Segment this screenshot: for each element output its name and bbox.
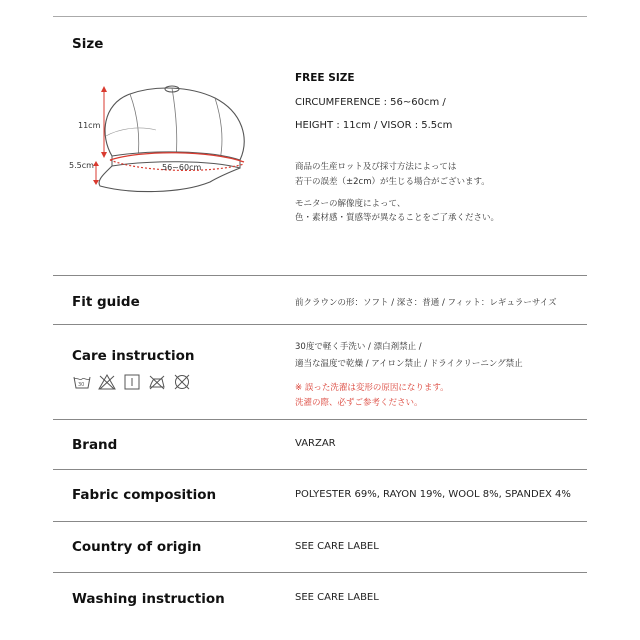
- hand-wash-30-icon: [72, 373, 92, 391]
- size-heading: Size: [72, 36, 104, 52]
- circumference-text: CIRCUMFERENCE : 56~60cm /: [295, 97, 446, 108]
- divider: [53, 469, 587, 470]
- care-heading: Care instruction: [72, 348, 195, 364]
- brand-heading: Brand: [72, 437, 118, 453]
- size-note-1: 商品の生産ロット及び採寸方法によっては: [295, 162, 457, 172]
- washing-value: SEE CARE LABEL: [295, 592, 379, 603]
- washing-heading: Washing instruction: [72, 591, 225, 607]
- care-icons: [72, 373, 192, 391]
- fit-guide-value: 前クラウンの形：ソフト / 深さ：普通 / フィット：レギュラーサイズ: [295, 298, 557, 308]
- height-label: 11cm: [78, 121, 101, 130]
- divider: [53, 324, 587, 325]
- brand-value: VARZAR: [295, 438, 336, 449]
- size-note-2: 若干の誤差（±2cm）が生じる場合がございます。: [295, 177, 490, 187]
- care-warning-1: ※ 誤った洗濯は変形の原因になります。: [295, 383, 449, 393]
- divider: [53, 572, 587, 573]
- care-line-2: 適当な温度で乾燥 / アイロン禁止 / ドライクリーニング禁止: [295, 359, 523, 369]
- divider: [53, 521, 587, 522]
- line-dry-icon: [122, 373, 142, 391]
- free-size-label: FREE SIZE: [295, 72, 355, 84]
- fit-guide-heading: Fit guide: [72, 294, 140, 310]
- visor-label: 5.5cm: [69, 161, 94, 170]
- origin-heading: Country of origin: [72, 539, 202, 555]
- fabric-value: POLYESTER 69%, RAYON 19%, WOOL 8%, SPANDEX 4%: [295, 489, 571, 500]
- hat-size-diagram: [60, 76, 260, 196]
- care-line-1: 30度で軽く手洗い / 漂白剤禁止 /: [295, 342, 422, 352]
- fabric-heading: Fabric composition: [72, 487, 217, 503]
- no-bleach-icon: [97, 373, 117, 391]
- no-iron-icon: [147, 373, 167, 391]
- size-note-4: 色・素材感・質感等が異なることをご了承ください。: [295, 213, 500, 223]
- care-warning-2: 洗濯の際、必ずご参考ください。: [295, 398, 423, 408]
- divider: [53, 419, 587, 420]
- top-divider: [53, 16, 587, 17]
- divider: [53, 275, 587, 276]
- height-visor-text: HEIGHT : 11cm / VISOR : 5.5cm: [295, 120, 453, 131]
- circumference-label: 56~60cm: [162, 163, 202, 172]
- size-note-3: モニターの解像度によって、: [295, 199, 406, 209]
- origin-value: SEE CARE LABEL: [295, 541, 379, 552]
- svg-text:30: 30: [78, 382, 85, 388]
- no-dry-clean-icon: [172, 373, 192, 391]
